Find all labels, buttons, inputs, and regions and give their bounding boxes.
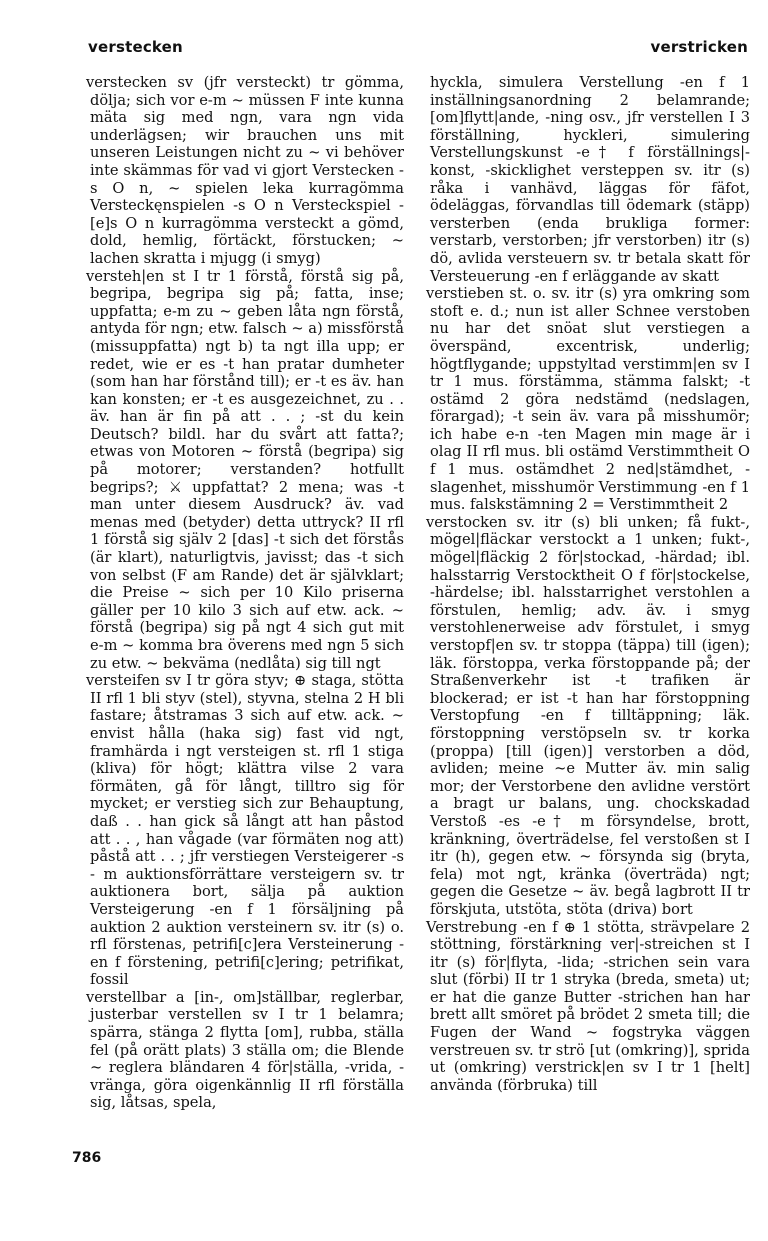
entry-verstocken: verstocken sv. itr (s) bli unken; få fukt-, mögel|fläckar verstockt a 1 unken; fukt-, mögel|fläckig 2 för|stockad, -härdad; ibl. halsstarrig Verstocktheit O f för|stockelse, -härdelse; ibl. halsstarrighet verstohlen a förstulen, hemlig; adv. äv. i smyg verstohlenerweise adv förstulet, i smyg verstopf|en sv. tr stoppa (täppa) till (igen); läk. förstoppa, verka förstoppande på; der Straßenverkehr ist -t trafiken är blockerad; er ist -t han har förstoppning Verstopfung -en f tilltäppning; läk. förstoppning verstöpseln sv. tr korka (proppa) [till (igen)] verstorben a död, avliden; meine ~e Mutter äv. min salig mor; der Verstorbene den avlidne verstört a bragt ur balans, ung. chockskadad Verstoß -es -e† m försyndelse, brott, kränkning, överträdelse, fel verstoßen st I itr (h), gegen etw. ~ försynda sig (bryta, fela) mot ngt, kränka (överträda) ngt; gegen die Gesetze ~ äv. begå lagbrott II tr förskjuta, utstöta, stöta (driva) bort bbox=[426, 513, 750, 918]
page-number: 786 bbox=[72, 1150, 102, 1166]
running-head-right: verstricken bbox=[650, 38, 748, 56]
running-head-left: verstecken bbox=[88, 38, 183, 56]
entry-verstrebung: Verstrebung -en f ⊕ 1 stötta, strävpelare 2 stöttning, förstärkning ver|-streichen st I itr (s) för|flyta, -lida; -strichen sein vara slut (förbi) II tr 1 stryka (breda, smeta) ut; er hat die ganze Butter -strichen han har brett allt smöret på brödet 2 smeta till; die Fugen der Wand ~ fogstryka väggen verstreuen sv. tr strö [ut (omkring)], sprida ut (omkring) verstrick|en sv I tr 1 [helt] använda (förbruka) till bbox=[426, 918, 750, 1094]
entry-verstehen: versteh|en st I tr 1 förstå, förstå sig på, begripa, begripa sig på; fatta, inse; uppfatta; e-m zu ~ geben låta ngn förstå, antyda för ngn; etw. falsch ~ a) missförstå (missuppfatta) ngt b) ta ngt illa upp; er redet, wie er es -t han pratar dumheter (som han har förstånd till); er -t es äv. han kan konsten; er -t es ausgezeichnet, zu . . äv. han är fin på att . . ; -st du kein Deutsch? bildl. har du svårt att fatta?; etwas von Motoren ~ förstå (begripa) sig på motorer; verstanden? hotfullt begrips?; ⚔ uppfattat? 2 mena; was -t man unter diesem Ausdruck? äv. vad menas med (betyder) detta uttryck? II rfl 1 förstå sig själv 2 [das] -t sich det förstås (är klart), naturligtvis, javisst; das -t sich von selbst (F am Rande) det är självklart; die Preise ~ sich per 10 Kilo priserna gäller per 10 kilo 3 sich auf etw. ack. ~ förstå (begripa) sig på ngt 4 sich gut mit e-m ~ komma bra överens med ngn 5 sich zu etw. ~ bekväma (nedlåta) sig till ngt bbox=[86, 267, 405, 672]
entry-versteifen: versteifen sv I tr göra styv; ⊕ staga, stötta II rfl 1 bli styv (stel), styvna, stelna 2 H bli fastare; åtstramas 3 sich auf etw. ack. ~ envist hålla (haka sig) fast vid ngt, framhärda i ngt versteigen st. rfl 1 stiga (kliva) för högt; klättra vilse 2 vara förmäten, gå för långt, tilltro sig för mycket; er verstieg sich zur Behauptung, daß . . han gick så långt att han påstod att . . , han vågade (var förmäten nog att) påstå att . . ; jfr verstiegen Versteigerer -s - m auktionsförrättare versteigern sv. tr auktionera bort, sälja på auktion Versteigerung -en f 1 försäljning på auktion 2 auktion versteinern sv. itr (s) o. rfl förstenas, petrifi[c]era Versteinerung -en f förstening, petrifi[c]ering; petrifikat, fossil bbox=[86, 672, 404, 989]
left-column bbox=[86, 74, 404, 1112]
entry-verstecken: verstecken sv (jfr versteckt) tr gömma, dölja; sich vor e-m ~ müssen F inte kunna mäta sig med ngn, vara ngn vida underlägsen; wir brauchen uns mit unseren Leistungen nicht zu ~ vi behöver inte skämmas för vad vi gjort Verstecken -s O n, ~ spielen leka kurragömma Versteckęnspielen -s O n Versteckspiel -[e]s O n kurragömma versteckt a gömd, dold, hemlig, förtäckt, förstucken; ~ lachen skratta i mjugg (i smyg) bbox=[86, 74, 404, 267]
right-column bbox=[426, 74, 750, 1094]
entry-verstellung-cont: hyckla, simulera Verstellung -en f 1 inställningsanordning 2 belamrande; [om]flytt|ande, -ning osv., jfr verstellen I 3 förställning, hyckleri, simulering Verstellungskunst -e† f förställnings|-konst, -skicklighet versteppen sv. itr (s) råka i vanhävd, läggas för fäfot, ödeläggas, förvandlas till ödemark (stäpp) versterben (enda brukliga former: verstarb, verstorben; jfr verstorben) itr (s) dö, avlida versteuern sv. tr betala skatt för Versteuerung -en f erläggande av skatt bbox=[430, 74, 750, 285]
entry-verstellbar: verstellbar a [in-, om]ställbar, reglerbar, justerbar verstellen sv I tr 1 belamra; spärra, stänga 2 flytta [om], rubba, ställa fel (på orätt plats) 3 ställa om; die Blende ~ reglera bländaren 4 för|ställa, -vrida, -vränga, göra oigenkännlig II rfl förställa sig, låtsas, spela, bbox=[86, 988, 404, 1112]
entry-verstieben: verstieben st. o. sv. itr (s) yra omkring som stoft e. d.; nun ist aller Schnee verstoben nu har det snöat slut verstiegen a överspänd, excentrisk, underlig; högtflygande; uppstyltad verstimm|en sv I tr 1 mus. förstämma, stämma falskt; -t ostämd 2 göra nedstämd (nedslagen, förargad); -t sein äv. vara på misshumör; ich habe e-n -ten Magen min mage är i olag II rfl mus. bli ostämd Verstimmtheit O f 1 mus. ostämdhet 2 ned|stämdhet, -slagenhet, misshumör Verstimmung -en f 1 mus. falskstämning 2 = Verstimmtheit 2 bbox=[426, 285, 750, 514]
